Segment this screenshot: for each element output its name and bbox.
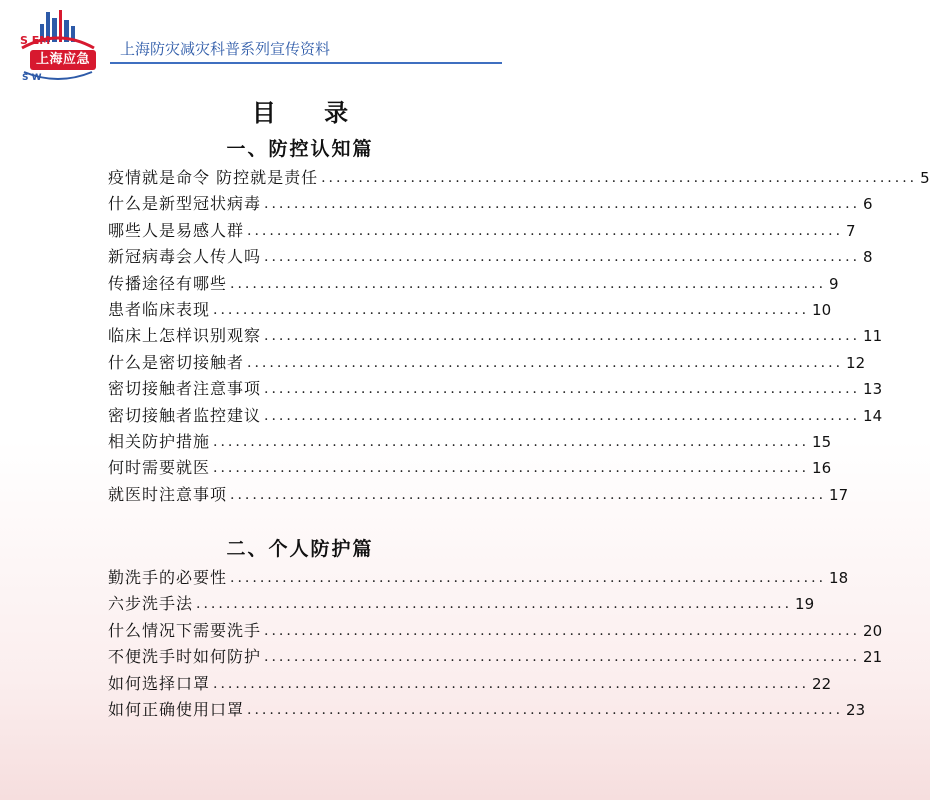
toc-entry-label: 传播途径有哪些 xyxy=(108,273,228,293)
toc-leader-dots: ................................................................................ xyxy=(321,170,918,186)
toc-entry-page-number: 20 xyxy=(863,621,883,640)
toc-entry[interactable] xyxy=(108,592,815,616)
toc-leader-dots: ................................................................................ xyxy=(213,675,810,692)
toc-entry-label: 什么是密切接触者 xyxy=(108,352,245,372)
toc-entry[interactable] xyxy=(108,430,832,454)
page-header xyxy=(0,0,600,83)
toc-entry-page-number: 6 xyxy=(863,195,873,214)
toc-leader-dots: ................................................................................ xyxy=(264,649,861,666)
toc-leader-dots: ................................................................................ xyxy=(247,354,844,371)
toc-entry-page-number: 11 xyxy=(863,327,883,346)
toc-entry[interactable] xyxy=(108,619,883,643)
toc-entry-page-number: 10 xyxy=(812,301,832,319)
toc-leader-dots: ................................................................................ xyxy=(264,381,861,398)
toc-entry-label: 新冠病毒会人传人吗 xyxy=(108,247,262,267)
section-heading: 二、个人防护篇 xyxy=(226,538,374,560)
toc-entry-label: 密切接触者监控建议 xyxy=(108,405,262,425)
toc-entry-page-number: 19 xyxy=(795,595,815,614)
toc-entry-page-number: 5 xyxy=(920,169,930,187)
toc-entry-page-number: 23 xyxy=(846,701,866,719)
section-heading: 一、防控认知篇 xyxy=(226,138,374,160)
toc-entry[interactable] xyxy=(108,672,832,696)
document-title: 目 录 xyxy=(251,98,369,127)
toc-entry-label: 患者临床表现 xyxy=(108,300,211,319)
toc-entry-label: 不便洗手时如何防护 xyxy=(108,647,262,667)
toc-leader-dots: ................................................................................ xyxy=(230,275,827,292)
toc-entry-page-number: 17 xyxy=(829,485,849,504)
toc-entry[interactable] xyxy=(108,351,866,375)
toc-entry-label: 哪些人是易感人群 xyxy=(108,220,245,240)
toc-entry-page-number: 16 xyxy=(812,459,832,478)
logo-top-letters: S EM xyxy=(20,34,51,47)
toc-entry[interactable] xyxy=(108,272,839,296)
toc-leader-dots: ................................................................................ xyxy=(264,196,861,213)
toc-entry-page-number: 12 xyxy=(846,353,866,372)
toc-leader-dots: ................................................................................ xyxy=(213,302,810,318)
toc-entry[interactable] xyxy=(108,324,883,348)
toc-entry-page-number: 8 xyxy=(863,248,873,267)
toc-entry-label: 六步洗手法 xyxy=(108,594,194,614)
toc-leader-dots: ................................................................................ xyxy=(196,596,793,613)
toc-entry-label: 疫情就是命令 防控就是责任 xyxy=(108,168,319,187)
toc-leader-dots: ................................................................................ xyxy=(264,249,861,266)
toc-entry-page-number: 22 xyxy=(812,674,832,693)
shanghai-emergency-logo xyxy=(18,10,98,82)
toc-entry-label: 勤洗手的必要性 xyxy=(108,568,228,587)
toc-entry[interactable] xyxy=(108,245,873,269)
toc-leader-dots: ................................................................................ xyxy=(230,570,827,586)
toc-entry-page-number: 21 xyxy=(863,648,883,667)
toc-entry-label: 如何正确使用口罩 xyxy=(108,700,245,719)
toc-entry[interactable] xyxy=(108,166,930,190)
toc-entry-label: 就医时注意事项 xyxy=(108,484,228,504)
toc-entry[interactable] xyxy=(108,192,873,216)
toc-entry-page-number: 18 xyxy=(829,569,849,587)
toc-entry[interactable] xyxy=(108,219,856,243)
toc-entry[interactable] xyxy=(108,456,832,480)
toc-leader-dots: ................................................................................ xyxy=(264,407,861,424)
toc-entry-page-number: 7 xyxy=(846,221,856,240)
toc-entry-label: 密切接触者注意事项 xyxy=(108,379,262,399)
toc-entry[interactable] xyxy=(108,404,883,428)
toc-entry[interactable] xyxy=(108,698,866,722)
toc-entry[interactable] xyxy=(108,566,849,590)
toc-entry-label: 如何选择口罩 xyxy=(108,673,211,693)
toc-leader-dots: ................................................................................ xyxy=(264,622,861,639)
logo-text: 上海应急 xyxy=(30,50,96,70)
toc-leader-dots: ................................................................................ xyxy=(247,222,844,239)
city-skyline-icon xyxy=(18,10,98,82)
toc-entry[interactable] xyxy=(108,645,883,669)
header-divider xyxy=(110,62,502,64)
toc-entry-label: 什么是新型冠状病毒 xyxy=(108,194,262,214)
toc-entry[interactable] xyxy=(108,298,832,322)
logo-bottom-letters: S W xyxy=(22,73,42,83)
header-title: 上海防灾减灾科普系列宣传资料 xyxy=(120,40,331,58)
toc-entry-label: 什么情况下需要洗手 xyxy=(108,620,262,640)
toc-leader-dots: ................................................................................ xyxy=(213,460,810,477)
toc-entry-page-number: 15 xyxy=(812,433,832,451)
toc-entry-page-number: 13 xyxy=(863,380,883,399)
toc-entry-label: 相关防护措施 xyxy=(108,432,211,451)
toc-entry-label: 何时需要就医 xyxy=(108,458,211,478)
toc-leader-dots: ................................................................................ xyxy=(213,434,810,450)
toc-entry-label: 临床上怎样识别观察 xyxy=(108,326,262,346)
toc-entry-page-number: 9 xyxy=(829,274,839,293)
toc-leader-dots: ................................................................................ xyxy=(264,328,861,345)
toc-entry[interactable] xyxy=(108,483,849,507)
toc-leader-dots: ................................................................................ xyxy=(230,486,827,503)
toc-leader-dots: ................................................................................ xyxy=(247,702,844,718)
toc-entry[interactable] xyxy=(108,377,883,401)
toc-entry-page-number: 14 xyxy=(863,406,883,425)
